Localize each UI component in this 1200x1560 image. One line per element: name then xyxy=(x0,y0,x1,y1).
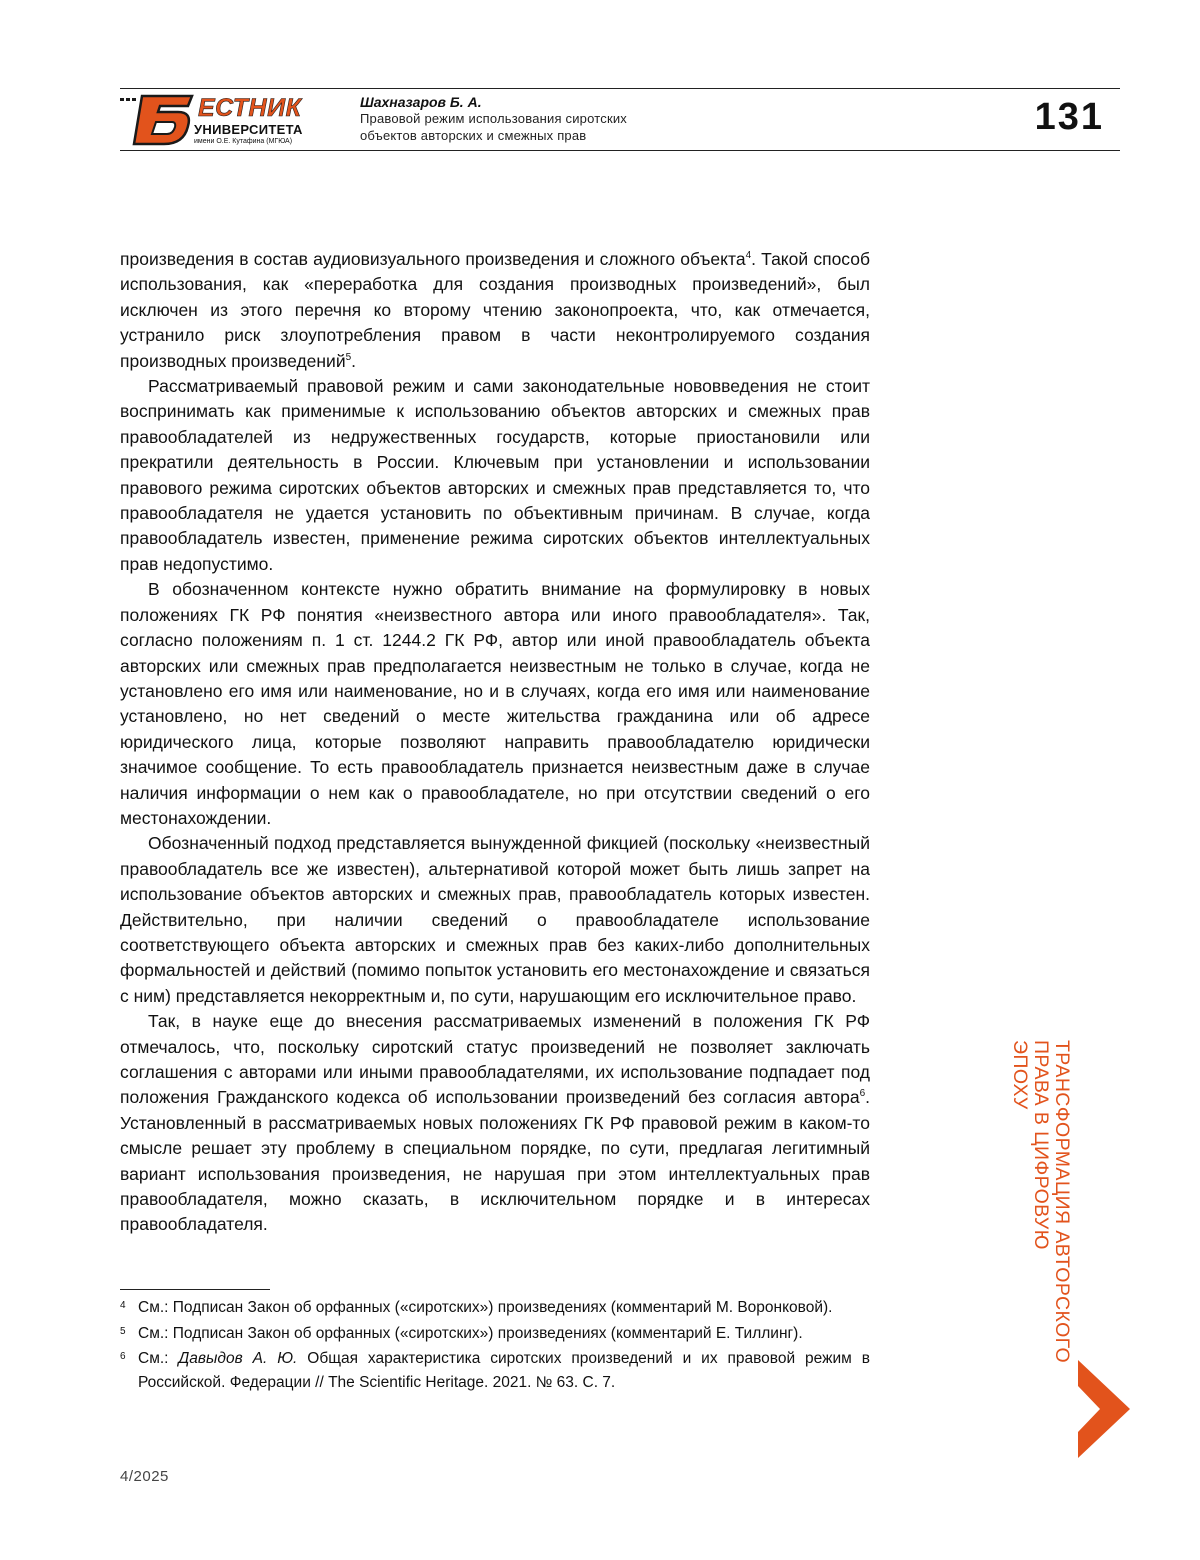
section-title-line1: ТРАНСФОРМАЦИЯ АВТОРСКОГО xyxy=(1051,1040,1072,1420)
header-bottom-rule xyxy=(120,150,1120,151)
logo-b-shape xyxy=(134,96,192,144)
header-top-rule xyxy=(120,88,1120,89)
article-body xyxy=(120,247,870,1238)
footnote-author: Давыдов А. Ю. xyxy=(178,1350,297,1367)
footnote-number: 6 xyxy=(120,1345,126,1369)
footnote-4 xyxy=(120,1296,870,1320)
footnotes xyxy=(120,1296,870,1396)
paragraph-4: Обозначенный подход представляется вынужденной фикцией (поскольку «неизвестный правообладатель все же известен), альтернативой которой может быть лишь запрет на использование объектов авторских и смежных прав, правообладатель которых известен. Действительно, при наличии сведений о правообладателе использование соответствующего объекта авторских и смежных прав без каких-либо дополнительных формальностей и действий (помимо попыток установить его местонахождение и связаться с ним) представляется некорректным и, по сути, нарушающим его исключительное право. xyxy=(120,831,870,1009)
logo-title: ЕСТНИК xyxy=(198,94,301,123)
logo-university-name: имени О.Е. Кутафина (МГЮА) xyxy=(194,138,292,145)
paragraph-5: Так, в науке еще до внесения рассматриваемых изменений в положения ГК РФ отмечалось, что, поскольку сиротский статус произведений не позволяет заключать соглашения с авторами или иными правообладателями, их использование подпадает под положения Гражданского кодекса об использовании произведений без согласия автора6. Установленный в рассматриваемых новых положениях ГК РФ правовой режим в каком-то смысле решает эту проблему в специальном порядке, по сути, предлагая легитимный вариант использования произведения, не нарушая при этом интеллектуальных прав правообладателя, можно сказать, в исключительном порядке и в интересах правообладателя. xyxy=(120,1009,870,1238)
header-article-title-line1: Правовой режим использования сиротских xyxy=(360,111,627,126)
footnote-ref-4[interactable]: 4 xyxy=(746,250,752,261)
footnote-ref-6[interactable]: 6 xyxy=(860,1089,866,1100)
logo-emblem xyxy=(120,92,200,148)
footnote-text: Общая характеристика сиротских произведений и их правовой режим в Российской. Федерации // The Scientific Heritage. 2021. № 63. С. 7. xyxy=(138,1350,870,1391)
footnote-6: 6 См.: Давыдов А. Ю. Общая характеристика сиротских произведений и их правовой режим в Российской. Федерации // The Scientific Heritage. 2021. № 63. С. 7. xyxy=(120,1347,870,1394)
footnote-number: 5 xyxy=(120,1320,126,1344)
paragraph-3: В обозначенном контексте нужно обратить внимание на формулировку в новых положениях ГК РФ понятия «неизвестного автора или иного правообладателя». Так, согласно положениям п. 1 ст. 1244.2 ГК РФ, автор или иной правообладатель объекта авторских или смежных прав предполагается неизвестным не только в случае, когда не установлено его имя или наименование, но и в случаях, когда его имя или наименование установлено, но нет сведений о месте жительства гражданина или об адресе юридического лица, которые позволяют направить правообладателю юридически значимое сообщение. То есть правообладатель признается неизвестным даже в случае наличия информации о нем как о правообладателе, но при отсутствии сведений о его местонахождении. xyxy=(120,577,870,831)
section-title-line2: ПРАВА В ЦИФРОВУЮ xyxy=(1030,1040,1051,1420)
footnote-text: См.: Подписан Закон об орфанных («сиротских») произведениях (комментарий М. Воронковой). xyxy=(138,1299,832,1316)
journal-logo xyxy=(120,92,330,148)
paragraph-2: Рассматриваемый правовой режим и сами законодательные нововведения не стоит воспринимать как применимые к использованию объектов авторских и смежных прав правообладателей из недружественных государств, которые приостановили или прекратили деятельность в России. Ключевым при установлении и использовании правового режима сиротских объектов авторских и смежных прав представляется то, что правообладателя не удается установить по объективным причинам. В случае, когда правообладатель известен, применение режима сиротских объектов интеллектуальных прав недопустимо. xyxy=(120,374,870,577)
header-author: Шахназаров Б. А. xyxy=(360,94,482,110)
issue-number: 4/2025 xyxy=(120,1468,169,1485)
footnote-ref-5[interactable]: 5 xyxy=(346,352,352,363)
section-title-line3: ЭПОХУ xyxy=(1009,1040,1030,1420)
footnote-number: 4 xyxy=(120,1294,126,1318)
header-article-title-line2: объектов авторских и смежных прав xyxy=(360,128,586,143)
logo-subtitle: УНИВЕРСИТЕТА xyxy=(194,122,303,137)
page-number: 131 xyxy=(1035,96,1104,139)
section-side-label xyxy=(1000,1040,1080,1420)
footnote-5 xyxy=(120,1322,870,1346)
logo-speed-lines xyxy=(120,98,136,101)
section-title-vertical xyxy=(1002,1040,1072,1420)
paragraph-1: произведения в состав аудиовизуального произведения и сложного объекта4. Такой способ использования, как «переработка для создания производных произведений», был исключен из этого перечня ко второму чтению законопроекта, что, как отмечается, устранило риск злоупотребления правом в части неконтролируемого создания производных произведений5. xyxy=(120,247,870,374)
footnote-separator xyxy=(120,1289,270,1290)
page-header xyxy=(120,88,1120,152)
footnote-text: См.: Подписан Закон об орфанных («сиротских») произведениях (комментарий Е. Тиллинг). xyxy=(138,1325,803,1342)
section-arrow-icon xyxy=(1078,1360,1130,1458)
